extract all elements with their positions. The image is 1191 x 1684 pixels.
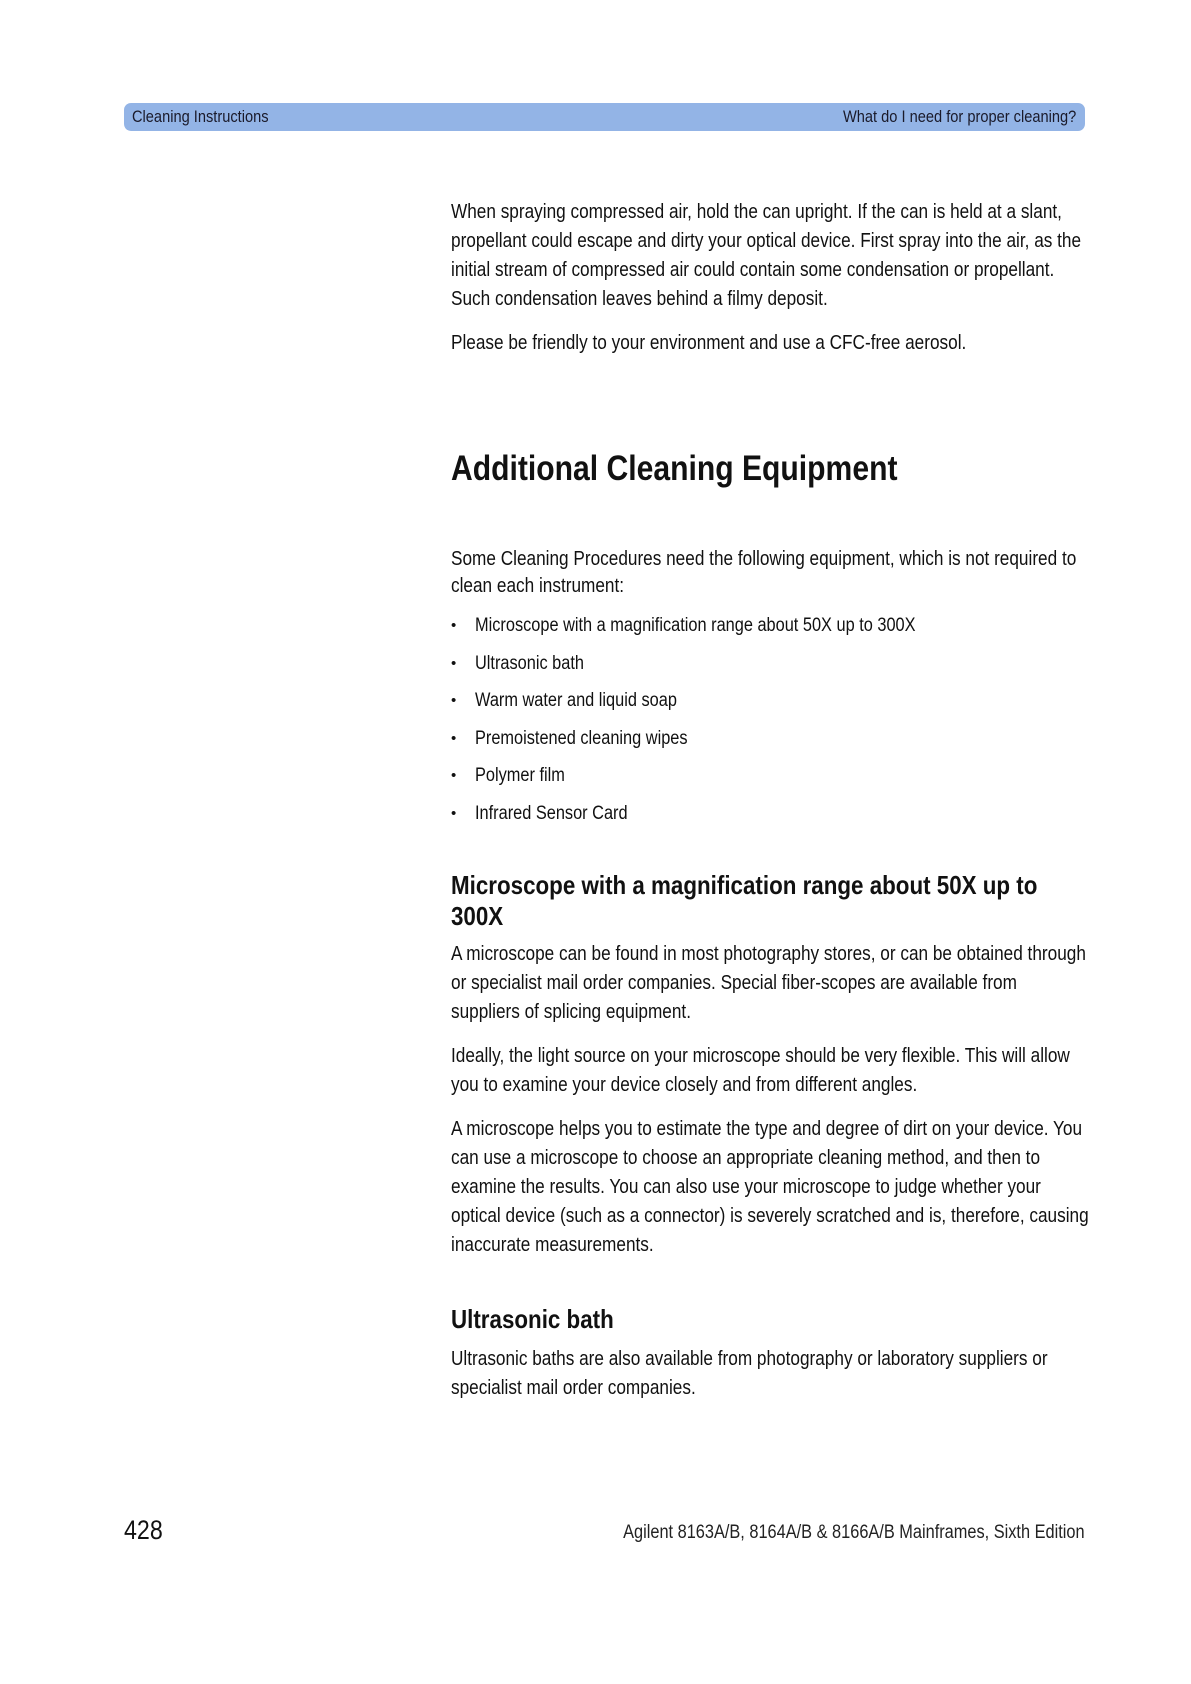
list-item	[451, 764, 1091, 802]
intro-paragraph-2: Please be friendly to your environment and use a CFC-free aerosol.	[451, 332, 967, 354]
running-header	[124, 103, 1085, 131]
ultrasonic-paragraph: Ultrasonic baths are also available from photography or laboratory suppliers or specialist mail order companies.	[451, 1347, 1048, 1399]
list-item	[451, 689, 1091, 727]
list-item-text: Premoistened cleaning wipes	[475, 727, 688, 749]
main-content	[451, 198, 1091, 1403]
microscope-heading: Microscope with a magnification range about 50X up to 300X	[451, 869, 1038, 931]
bullet-icon: •	[451, 692, 457, 710]
list-item-text: Ultrasonic bath	[475, 652, 584, 674]
header-section-title: Cleaning Instructions	[132, 107, 269, 126]
bullet-icon: •	[451, 617, 457, 634]
section-heading: Additional Cleaning Equipment	[451, 449, 898, 488]
section-intro: Some Cleaning Procedures need the following equipment, which is not required to clean each instrument:	[451, 548, 1077, 597]
list-item-text: Microscope with a magnification range about 50X up to 300X	[475, 615, 916, 636]
microscope-paragraph-1: A microscope can be found in most photography stores, or can be obtained through or specialist mail order companies. Special fiber-scopes are available from suppliers of splicing equipment.	[451, 942, 1086, 1023]
page-number: 428	[124, 1515, 163, 1545]
list-item	[451, 802, 1091, 840]
list-item-text: Infrared Sensor Card	[475, 802, 628, 824]
intro-paragraph-1: When spraying compressed air, hold the can upright. If the can is held at a slant, propellant could escape and dirty your optical device. First spray into the air, as the initial stream of compressed air could contain some condensation or propellant. Such condensation leaves behind a filmy deposit.	[451, 201, 1082, 310]
list-item	[451, 652, 1091, 690]
bullet-icon: •	[451, 804, 457, 822]
footer-document-title: Agilent 8163A/B, 8164A/B & 8166A/B Mainframes, Sixth Edition	[623, 1522, 1085, 1543]
list-item	[451, 614, 1091, 652]
bullet-icon: •	[451, 654, 457, 672]
bullet-icon: •	[451, 729, 457, 747]
microscope-paragraph-3: A microscope helps you to estimate the type and degree of dirt on your device. You can use a microscope to choose an appropriate cleaning method, and then to examine the results. You can also use your microscope to judge whether your optical device (such as a connector) is severely scratched and is, therefore, causing inaccurate measurements.	[451, 1117, 1089, 1256]
microscope-paragraph-2: Ideally, the light source on your microscope should be very flexible. This will allow you to examine your device closely and from different angles.	[451, 1044, 1070, 1096]
bullet-icon: •	[451, 767, 457, 785]
equipment-list	[451, 614, 1091, 840]
list-item-text: Polymer film	[475, 765, 565, 787]
header-topic-title: What do I need for proper cleaning?	[842, 107, 1076, 126]
ultrasonic-heading: Ultrasonic bath	[451, 1303, 614, 1334]
list-item-text: Warm water and liquid soap	[475, 690, 677, 712]
list-item	[451, 727, 1091, 765]
